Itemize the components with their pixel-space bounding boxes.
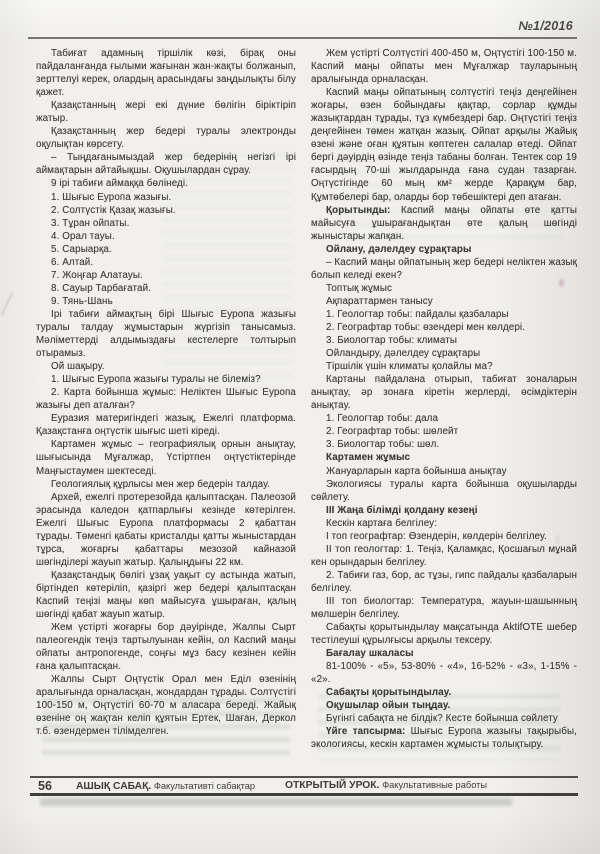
bleed-through-ghost [40, 798, 512, 806]
paragraph: Жем үстірті жоғарғы бор дәуірінде, Жалпы Сырт палеогендік теңіз тартылуынан кейін, ол Каспий маңы ойпаты антропогенде, соңғы мұз басу кезінен кейін ғана қалыптасқан. [36, 622, 296, 673]
paragraph: Қорытынды: Каспий маңы ойпаты өте қатты майысуға ұшырағандықтан өте қалың шөгінді жыныстары жапқан. [311, 204, 577, 242]
paragraph: I топ географтар: Өзендерін, көлдерін белгілеу. [326, 530, 547, 542]
paragraph: Ойландыру, дәлелдеу сұрақтары [326, 348, 481, 360]
header-rule [28, 37, 577, 39]
paragraph: Сабақты қорытындылау мақсатында AktifOTE шебер тестілеуші құрылғысы арқылы тексеру. [311, 622, 577, 647]
paragraph: Ойлану, дәлелдеу сұрақтары [326, 243, 472, 255]
paragraph: Табиғат адамның тіршілік көзі, бірақ оны пайдаланғанда ғылыми жағынан жан-жақты болжанып, зерттелуі керек, олардың арасындағы заңдылықты білу қажет. [36, 48, 296, 99]
paragraph: Еуразия материгіндегі жазық, Ежелгі платформа. Қазақстанға оңтүстік шығыс шеті кіреді. [36, 413, 296, 438]
paragraph: Үйге тапсырма: Шығыс Еуропа жазығы тақырыбы, экологиясы, кескін картамен жұмысты толықтыру. [311, 726, 577, 751]
paragraph: Қазақстанның жер бедері туралы электронды оқулықтан көрсету. [36, 126, 296, 151]
paragraph: II топ геологтар: 1. Теңіз, Қаламқас, Қосшағыл мұнай кен орындарын белгілеу. [311, 543, 577, 568]
paragraph: 4. Орал тауы. [51, 230, 115, 242]
paragraph: Кескін картаға белгілеу: [326, 517, 438, 529]
paragraph: Ой шақыру. [51, 361, 105, 373]
paragraph: 2. Табиғи газ, бор, ас тұзы, гипс пайдалы қазбаларын белгілеу. [311, 569, 577, 594]
paragraph: – Каспий маңы ойпатының жер бедері неліктен жазық болып келеді екен? [311, 256, 577, 281]
footer-journal-ru-title: ОТКРЫТЫЙ УРОК. [285, 780, 380, 791]
paragraph: Жем үстірті Солтүстігі 400-450 м, Оңтүстігі 100-150 м. Каспий маңы ойпаты мен Мұғалжар тауларының аралығында орналасқан. [311, 48, 577, 86]
paragraph: 9. Тянь-Шань [51, 295, 113, 307]
paragraph: 8. Сауыр Тарбағатай. [51, 282, 152, 294]
text-column-right [311, 47, 577, 752]
scan-artifact [0, 292, 13, 316]
paragraph: Картамен жұмыс [326, 452, 411, 464]
paragraph: Қазақстанның жері екі дүние бөлігін біріктіріп жатыр. [36, 100, 296, 125]
footer [0, 779, 600, 794]
paragraph: 2. Карта бойынша жұмыс: Неліктен Шығыс Еуропа жазығы деп аталған? [36, 387, 296, 412]
paragraph: III топ биологтар: Температура, жауын-шашынның мөлшерін белгілеу. [311, 595, 577, 621]
paragraph: 3. Биологтар тобы: климаты [326, 335, 457, 347]
paragraph: Экологиясы туралы карта бойынша оқушыларды сөйлету. [311, 478, 577, 503]
paragraph: Оқушылар ойын тыңдау. [326, 700, 451, 712]
paragraph: 2. Географтар тобы: шөлейт [326, 426, 459, 438]
paragraph: 1. Шығыс Еуропа жазығы туралы не білеміз? [51, 374, 261, 386]
scan-artifact [559, 279, 564, 287]
text-column-left [36, 47, 296, 738]
paragraph: Тіршілік үшін климаты қолайлы ма? [326, 361, 493, 373]
paragraph: 6. Алтай. [51, 256, 94, 268]
issue-number: №1/2016 [518, 19, 573, 33]
paragraph: 81-100% - «5», 53-80% - «4», 16-52% - «3», 1-15% - «2». [311, 661, 577, 686]
paragraph: Жалпы Сырт Оңтүстік Орал мен Еділ өзенінің аралығында орналасқан, жондардан тұрады. Солтүстігі 100-150 м, Оңтүстігі 60-70 м аласара береді. Жайық өзеніне оң жақтан келіп құятын Ертек, Шаған, Деркол т.б. өзендермен тілімделген. [36, 674, 296, 738]
paragraph: Ақпараттармен танысу [326, 295, 433, 307]
paragraph: 1. Шығыс Еуропа жазығы. [51, 191, 172, 203]
paragraph: Геологиялық құрлысы мен жер бедерін талдау. [51, 478, 270, 490]
paragraph: 2. Географтар тобы: өзендері мен көлдері. [326, 321, 526, 333]
footer-journal-kz [76, 781, 255, 792]
paragraph: Бүгінгі сабақта не білдік? Кесте бойынша сөйлету [326, 713, 558, 725]
footer-rule-bottom [30, 793, 578, 796]
footer-journal-ru-subtitle: Факультативные работы [382, 780, 488, 790]
footer-journal-ru [285, 780, 487, 791]
paragraph: – Тыңдағанымыздай жер бедерінің негізгі ірі аймақтарын айтайықшы. Оқушылардан сұрау. [36, 152, 296, 177]
footer-rule-top [30, 776, 578, 778]
paragraph: 7. Жоңғар Алатауы. [51, 269, 143, 281]
paragraph: 3. Биологтар тобы: шөл. [326, 439, 440, 451]
paragraph: Архей, ежелгі протерезойда қалыптасқан. Палеозой эрасында каледон қатпарлығы кезінде көтерілген. Ежелгі Шығыс Еуропа платформасы 2 қабаттан тұрады. Төменгі қабаты кристалды қатты жыныстардан тұрса, жоғарғы қабаттары мезозой кайназой шөгінділері жауып жатыр. Қалыңдығы 22 км. [36, 491, 296, 568]
page-number: 56 [38, 779, 52, 793]
paragraph: III Жаңа білімді қолдану кезеңі [326, 504, 478, 516]
scan-artifact [556, 534, 559, 545]
paragraph: 3. Тұран ойпаты. [51, 217, 130, 229]
paragraph: Картаны пайдалана отырып, табиғат зоналарын анықтау, әр зонаға кіретін жерлерді, өсімдіктерін анықтау. [311, 374, 577, 412]
paragraph: Картамен жұмыс – географиялық орнын анықтау, шығысында Мұғалжар, Үстіртпен оңтүстіктерінде Маңғыстаумен шектеседі. [36, 439, 296, 477]
paragraph: Қазақстандық бөлігі ұзақ уақыт су астында жатып, біртіндеп көтеріліп, қазіргі жер бедері қалыптасқан Каспий теңізі маңы көп майысуға ұшыраған, қалың шөгінді қабат жауып жатыр. [36, 569, 296, 621]
paragraph: 9 ірі табиғи аймаққа бөлінеді. [51, 178, 189, 190]
paragraph: 1. Геологтар тобы: пайдалы қазбалары [326, 308, 509, 320]
footer-journal-kz-subtitle: Факультативті сабақтар [153, 781, 256, 791]
paragraph: 5. Сарыарқа. [51, 243, 112, 255]
paragraph: Жануарларын карта бойынша анықтау [326, 465, 507, 477]
paragraph: Бағалау шкаласы [326, 648, 414, 660]
paragraph: 1. Геологтар тобы: дала [326, 413, 439, 425]
paragraph: Ірі табиғи аймақтың бірі Шығыс Еуропа жазығы туралы талдау жұмыстарын жүргізіп танысамыз. Мәліметтерді алдымыздағы кестелерге толтырып отырамыз. [36, 308, 296, 360]
paragraph: Сабақты қорытындылау. [326, 687, 452, 699]
paragraph: Топтық жұмыс [326, 282, 393, 294]
paragraph: 2. Солтүстік Қазақ жазығы. [51, 204, 176, 216]
footer-journal-kz-title: АШЫҚ САБАҚ. [76, 781, 152, 792]
paragraph: Каспий маңы ойпатының солтүстігі теңіз деңгейінен жоғары, өзен бойындағы қақтар, сорлар құмды жазықтардан тұрады, тұз күмбездері бар. Оңтүстігі теңіз деңгейінен төмен жатқан жазық. Ойпат арқылы Жайық өзені және оған құятын көптеген салалар өтеді. Ойпат бергі дәуірдің өзінде теңіз табаны болған. Тентек сор 19 ғасырдың 70-ші жылдарында ғана судан тазарған. Оңтүстігінде 60 мың км² жерде Қарақұм бар, Құмтөбелері бар, оларды бор төбешіктері деп атаған. [311, 87, 577, 203]
